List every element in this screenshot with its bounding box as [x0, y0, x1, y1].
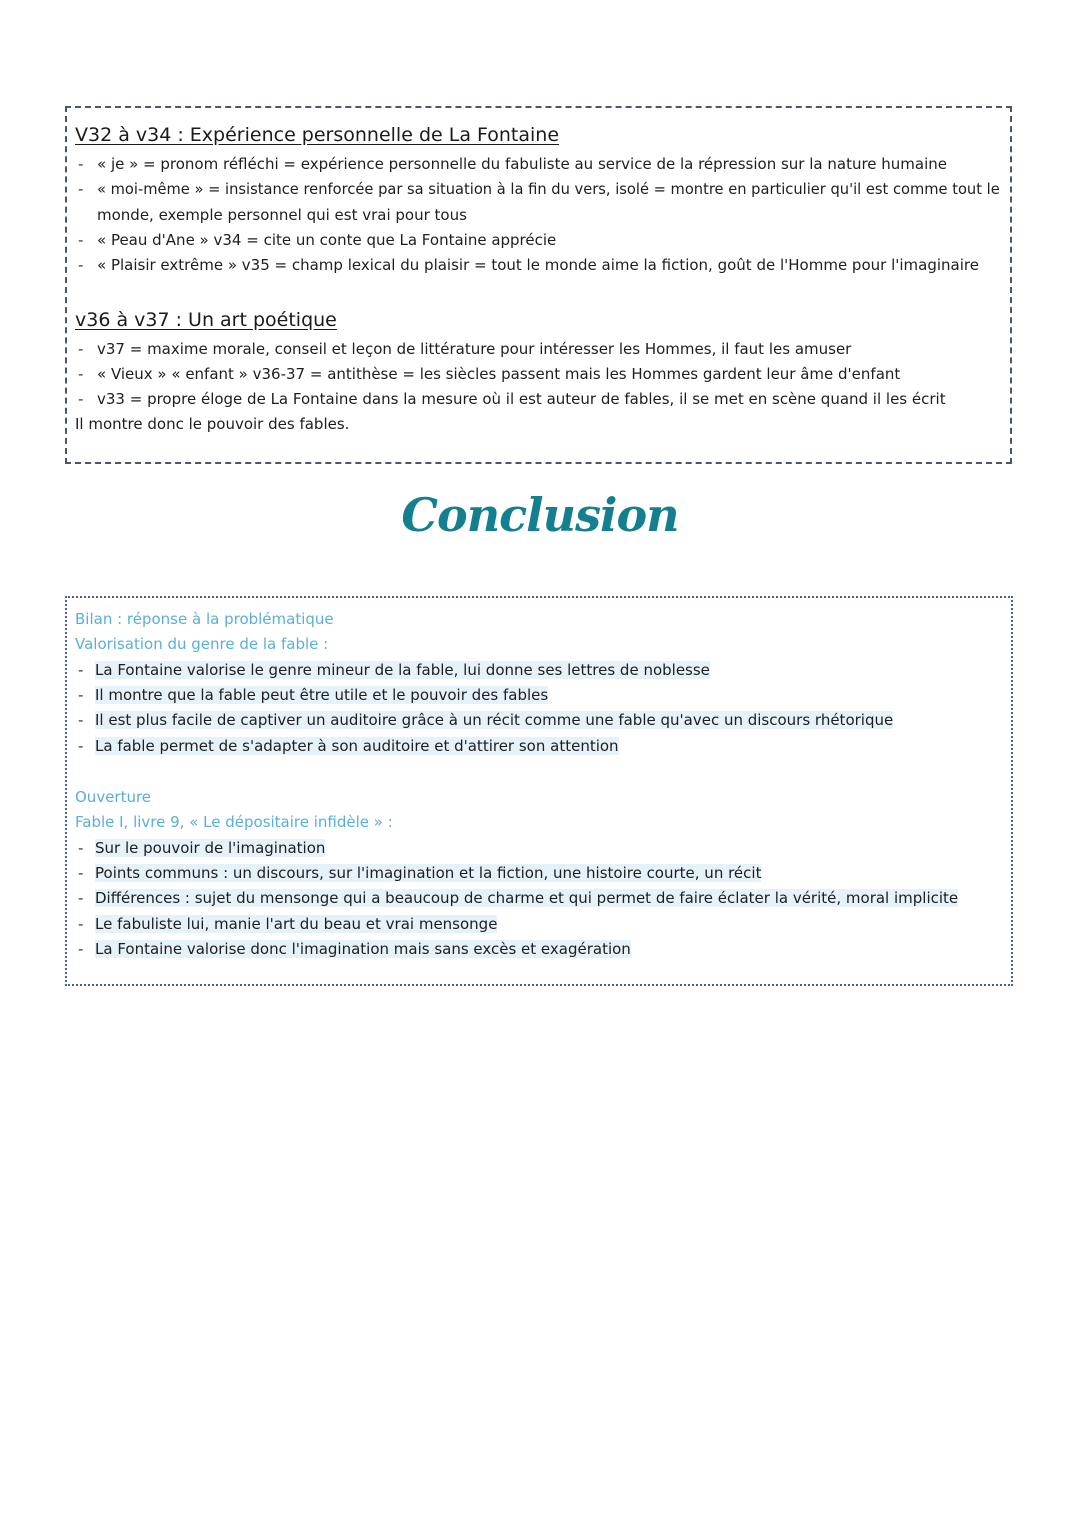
analysis-line: « moi-même » = insistance renforcée par sa situation à la fin du vers, isolé = montre en particulier qu'il est comme tout le: [97, 180, 1000, 198]
analysis-line: « Plaisir extrême » v35 = champ lexical du plaisir = tout le monde aime la fiction, goût de l'Homme pour l'imaginaire: [97, 256, 979, 274]
bilan-item: Il montre que la fable peut être utile et le pouvoir des fables: [95, 686, 549, 704]
bullet-dash: -: [78, 340, 84, 358]
section-heading-v36-v37: v36 à v37 : Un art poétique: [75, 309, 337, 331]
bilan-label: Bilan : réponse à la problématique: [75, 610, 334, 628]
analysis-line: « je » = pronom réfléchi = expérience personnelle du fabuliste au service de la répression sur la nature humaine: [97, 155, 948, 173]
bilan-item: Il est plus facile de captiver un auditoire grâce à un récit comme une fable qu'avec un discours rhétorique: [95, 711, 894, 729]
analysis-line: « Peau d'Ane » v34 = cite un conte que La Fontaine apprécie: [97, 231, 557, 249]
section-heading-v32-v34: V32 à v34 : Expérience personnelle de La Fontaine: [75, 124, 560, 146]
bilan-subtitle: Valorisation du genre de la fable :: [75, 635, 329, 653]
bullet-dash: -: [78, 155, 84, 173]
analysis-line-continuation: monde, exemple personnel qui est vrai pour tous: [97, 206, 467, 224]
bullet-dash: -: [78, 915, 84, 933]
ouverture-item: La Fontaine valorise donc l'imagination mais sans excès et exagération: [95, 940, 631, 958]
bullet-dash: -: [78, 256, 84, 274]
bullet-dash: -: [78, 864, 84, 882]
bullet-dash: -: [78, 231, 84, 249]
bullet-dash: -: [78, 940, 84, 958]
bullet-dash: -: [78, 711, 84, 729]
conclusion-title: Conclusion: [401, 488, 679, 542]
bullet-dash: -: [78, 889, 84, 907]
bullet-dash: -: [78, 661, 84, 679]
bilan-item: La fable permet de s'adapter à son auditoire et d'attirer son attention: [95, 737, 619, 755]
ouverture-item: Sur le pouvoir de l'imagination: [95, 839, 326, 857]
bilan-item: La Fontaine valorise le genre mineur de la fable, lui donne ses lettres de noblesse: [95, 661, 710, 679]
analysis-line: v37 = maxime morale, conseil et leçon de littérature pour intéresser les Hommes, il faut les amuser: [97, 340, 852, 358]
analysis-line: « Vieux » « enfant » v36-37 = antithèse = les siècles passent mais les Hommes gardent leur âme d'enfant: [97, 365, 901, 383]
bullet-dash: -: [78, 686, 84, 704]
ouverture-subtitle: Fable I, livre 9, « Le dépositaire infidèle » :: [75, 813, 393, 831]
bullet-dash: -: [78, 737, 84, 755]
section-closing: Il montre donc le pouvoir des fables.: [75, 415, 350, 433]
ouverture-item: Points communs : un discours, sur l'imagination et la fiction, une histoire courte, un récit: [95, 864, 762, 882]
ouverture-item: Le fabuliste lui, manie l'art du beau et vrai mensonge: [95, 915, 498, 933]
bullet-dash: -: [78, 365, 84, 383]
bullet-dash: -: [78, 180, 84, 198]
ouverture-item: Différences : sujet du mensonge qui a beaucoup de charme et qui permet de faire éclater la vérité, moral implicite: [95, 889, 959, 907]
ouverture-label: Ouverture: [75, 788, 152, 806]
analysis-line: v33 = propre éloge de La Fontaine dans la mesure où il est auteur de fables, il se met en scène quand il les écrit: [97, 390, 946, 408]
bullet-dash: -: [78, 839, 84, 857]
bullet-dash: -: [78, 390, 84, 408]
